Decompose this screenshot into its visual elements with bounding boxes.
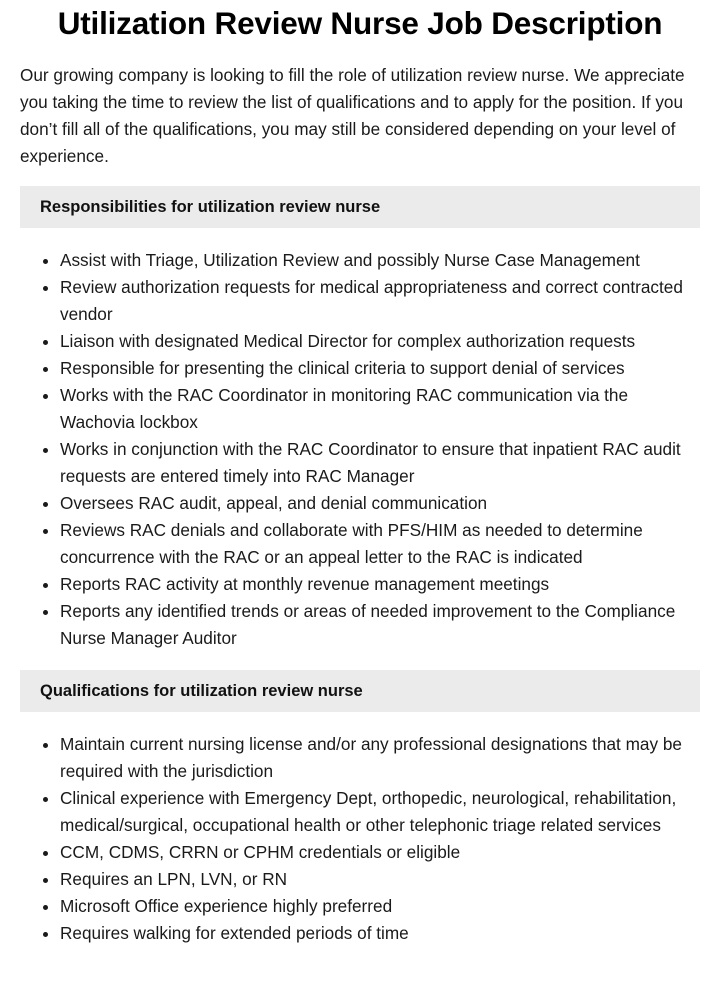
page-title: Utilization Review Nurse Job Description	[57, 5, 663, 41]
responsibilities-list	[20, 247, 700, 652]
qualifications-heading: Qualifications for utilization review nurse	[20, 670, 700, 712]
list-item: Reports any identified trends or areas of needed improvement to the Compliance Nurse Manager Auditor	[60, 598, 700, 652]
list-item: Clinical experience with Emergency Dept, orthopedic, neurological, rehabilitation, medical/surgical, occupational health or other telephonic triage related services	[60, 785, 700, 839]
list-item: Reviews RAC denials and collaborate with PFS/HIM as needed to determine concurrence with the RAC or an appeal letter to the RAC is indicated	[60, 517, 700, 571]
list-item: Responsible for presenting the clinical criteria to support denial of services	[60, 355, 700, 382]
list-item: Oversees RAC audit, appeal, and denial communication	[60, 490, 700, 517]
qualifications-list	[20, 731, 700, 947]
list-item: Requires an LPN, LVN, or RN	[60, 866, 700, 893]
list-item: Liaison with designated Medical Director for complex authorization requests	[60, 328, 700, 355]
list-item: Works with the RAC Coordinator in monitoring RAC communication via the Wachovia lockbox	[60, 382, 700, 436]
list-item: Requires walking for extended periods of time	[60, 920, 700, 947]
list-item: CCM, CDMS, CRRN or CPHM credentials or eligible	[60, 839, 700, 866]
list-item: Assist with Triage, Utilization Review and possibly Nurse Case Management	[60, 247, 700, 274]
list-item: Works in conjunction with the RAC Coordinator to ensure that inpatient RAC audit requests are entered timely into RAC Manager	[60, 436, 700, 490]
list-item: Reports RAC activity at monthly revenue management meetings	[60, 571, 700, 598]
list-item: Microsoft Office experience highly preferred	[60, 893, 700, 920]
intro-paragraph: Our growing company is looking to fill the role of utilization review nurse. We appreciate you taking the time to review the list of qualifications and to apply for the position. If you don’t fill all of the qualifications, you may still be considered depending on your level of experience.	[20, 65, 685, 166]
list-item: Review authorization requests for medical appropriateness and correct contracted vendor	[60, 274, 700, 328]
responsibilities-heading: Responsibilities for utilization review nurse	[20, 186, 700, 228]
list-item: Maintain current nursing license and/or any professional designations that may be required with the jurisdiction	[60, 731, 700, 785]
